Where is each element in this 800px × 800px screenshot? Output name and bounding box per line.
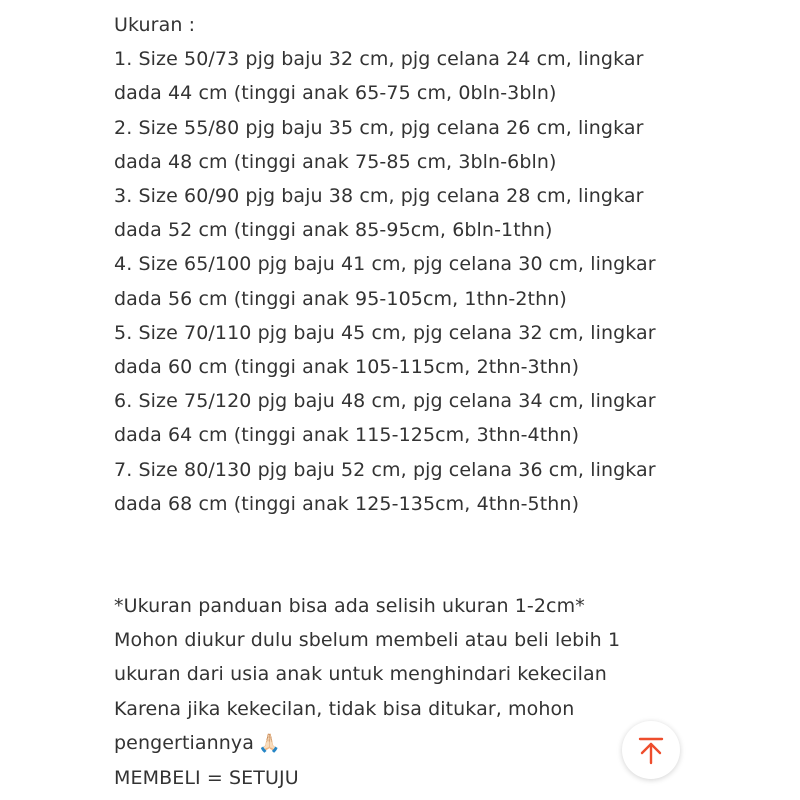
note-line-with-emoji (114, 726, 786, 761)
product-description (114, 8, 786, 795)
arrow-up-to-top-icon (636, 735, 666, 765)
note-line: MEMBELI = SETUJU (114, 767, 299, 790)
size-line: dada 52 cm (tinggi anak 85-95cm, 6bln-1thn) (114, 219, 553, 242)
size-line: dada 56 cm (tinggi anak 95-105cm, 1thn-2thn) (114, 287, 567, 310)
size-line: dada 60 cm (tinggi anak 105-115cm, 2thn-3thn) (114, 356, 580, 379)
praying-hands-icon: 🙏🏻 (258, 732, 281, 754)
size-line: dada 68 cm (tinggi anak 125-135cm, 4thn-5thn) (114, 492, 580, 515)
size-line: 1. Size 50/73 pjg baju 32 cm, pjg celana 24 cm, lingkar (114, 48, 644, 71)
size-line: dada 48 cm (tinggi anak 75-85 cm, 3bln-6bln) (114, 150, 557, 173)
note-line: ukuran dari usia anak untuk menghindari kekecilan (114, 663, 607, 686)
note-line: Mohon diukur dulu sbelum membeli atau beli lebih 1 (114, 629, 621, 652)
blank-space (114, 521, 786, 589)
size-line: 4. Size 65/100 pjg baju 41 cm, pjg celana 30 cm, lingkar (114, 253, 656, 276)
note-line: *Ukuran panduan bisa ada selisih ukuran 1-2cm* (114, 595, 585, 618)
note-line: Karena jika kekecilan, tidak bisa ditukar, mohon (114, 697, 575, 720)
size-line: 3. Size 60/90 pjg baju 38 cm, pjg celana 28 cm, lingkar (114, 185, 644, 208)
size-line: 5. Size 70/110 pjg baju 45 cm, pjg celana 32 cm, lingkar (114, 321, 656, 344)
size-line: 6. Size 75/120 pjg baju 48 cm, pjg celana 34 cm, lingkar (114, 390, 656, 413)
size-line: 7. Size 80/130 pjg baju 52 cm, pjg celana 36 cm, lingkar (114, 458, 656, 481)
size-line: dada 64 cm (tinggi anak 115-125cm, 3thn-4thn) (114, 424, 580, 447)
size-line: 2. Size 55/80 pjg baju 35 cm, pjg celana 26 cm, lingkar (114, 116, 644, 139)
note-text: pengertiannya (114, 731, 254, 754)
scroll-to-top-button[interactable] (622, 721, 680, 779)
description-heading: Ukuran : (114, 14, 196, 36)
size-line: dada 44 cm (tinggi anak 65-75 cm, 0bln-3bln) (114, 82, 557, 105)
